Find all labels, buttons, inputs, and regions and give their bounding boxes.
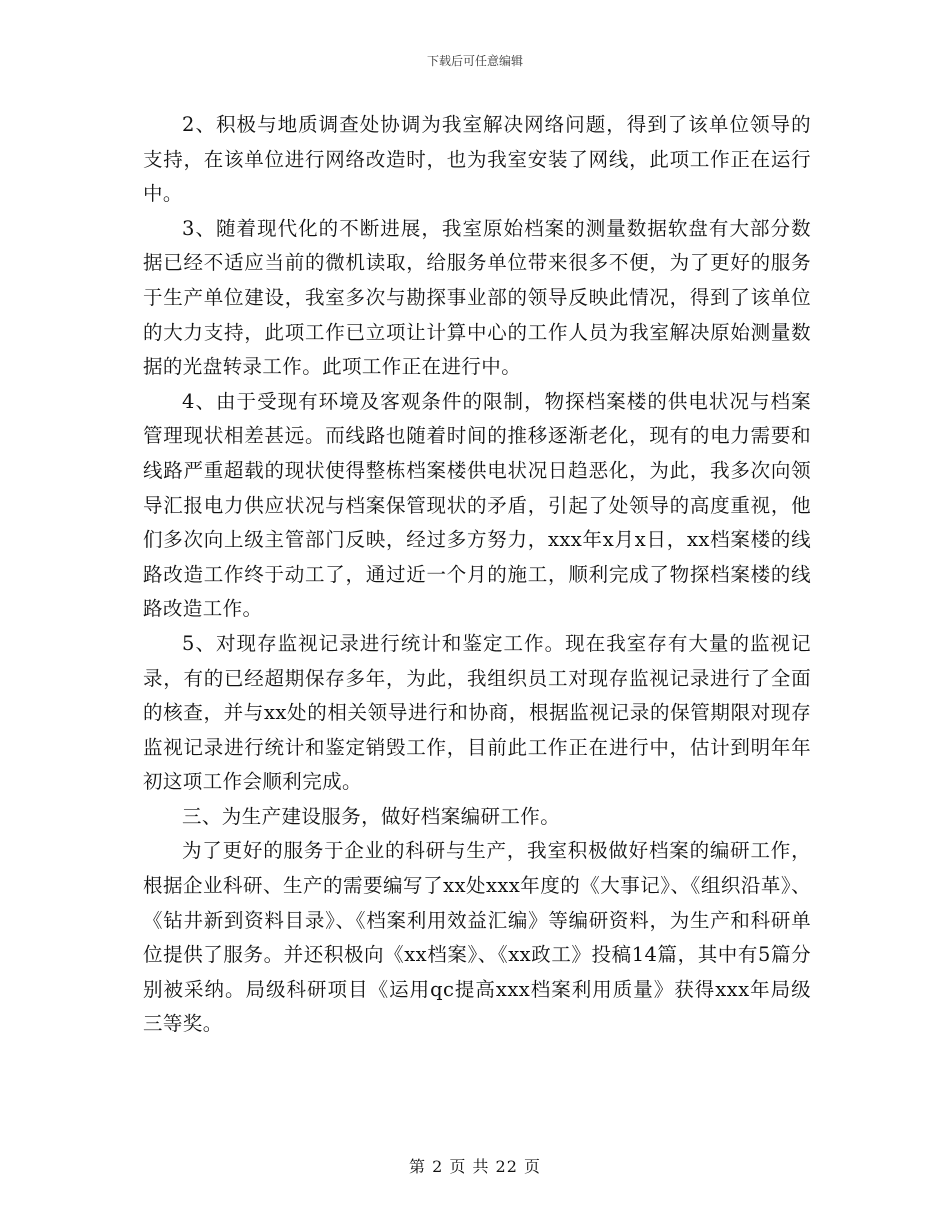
section-heading-3: 三、为生产建设服务，做好档案编研工作。 <box>182 804 561 828</box>
page-header: 下载后可任意编辑 <box>426 54 523 68</box>
paragraph-item-4: 4、由于受现有环境及客观条件的限制，物探档案楼的供电状况与档案管理现状相差甚远。而线路也随着时间的推移逐渐老化，现有的电力需要和线路严重超载的现状使得整栋档案楼供电状况日趋恶化，为此，我多次向领导汇报电力供应状况与档案保管现状的矛盾，引起了处领导的高度重视，他们多次向上级主管部门反映，经过多方努力，xxx年x月x日，xx档案楼的线路改造工作终于动工了，通过近一个月的施工，顺利完成了物探档案楼的线路改造工作。 <box>143 389 811 621</box>
page-number: 第 2 页 共 22 页 <box>409 1157 541 1176</box>
paragraph-research: 为了更好的服务于企业的科研与生产，我室积极做好档案的编研工作，根据企业科研、生产的需要编写了xx处xxx年度的《大事记》、《组织沿革》、《钻井新到资料目录》、《档案利用效益汇编》等编研资料，为生产和科研单位提供了服务。并还积极向《xx档案》、《xx政工》投稿14篇，其中有5篇分别被采纳。局级科研项目《运用qc提高xxx档案利用质量》获得xxx年局级三等奖。 <box>143 839 811 1036</box>
document-body <box>143 108 811 1042</box>
paragraph-item-3: 3、随着现代化的不断进展，我室原始档案的测量数据软盘有大部分数据已经不适应当前的微机读取，给服务单位带来很多不便，为了更好的服务于生产单位建设，我室多次与勘探事业部的领导反映此情况，得到了该单位的大力支持，此项工作已立项让计算中心的工作人员为我室解决原始测量数据的光盘转录工作。此项工作正在进行中。 <box>143 216 811 379</box>
paragraph-item-2: 2、积极与地质调查处协调为我室解决网络问题，得到了该单位领导的支持，在该单位进行网络改造时，也为我室安装了网线，此项工作正在运行中。 <box>143 113 811 206</box>
paragraph-item-5: 5、对现存监视记录进行统计和鉴定工作。现在我室存有大量的监视记录，有的已经超期保存多年，为此，我组织员工对现存监视记录进行了全面的核查，并与xx处的相关领导进行和协商，根据监视记录的保管期限对现存监视记录进行统计和鉴定销毁工作，目前此工作正在进行中，估计到明年年初这项工作会顺利完成。 <box>143 631 811 794</box>
